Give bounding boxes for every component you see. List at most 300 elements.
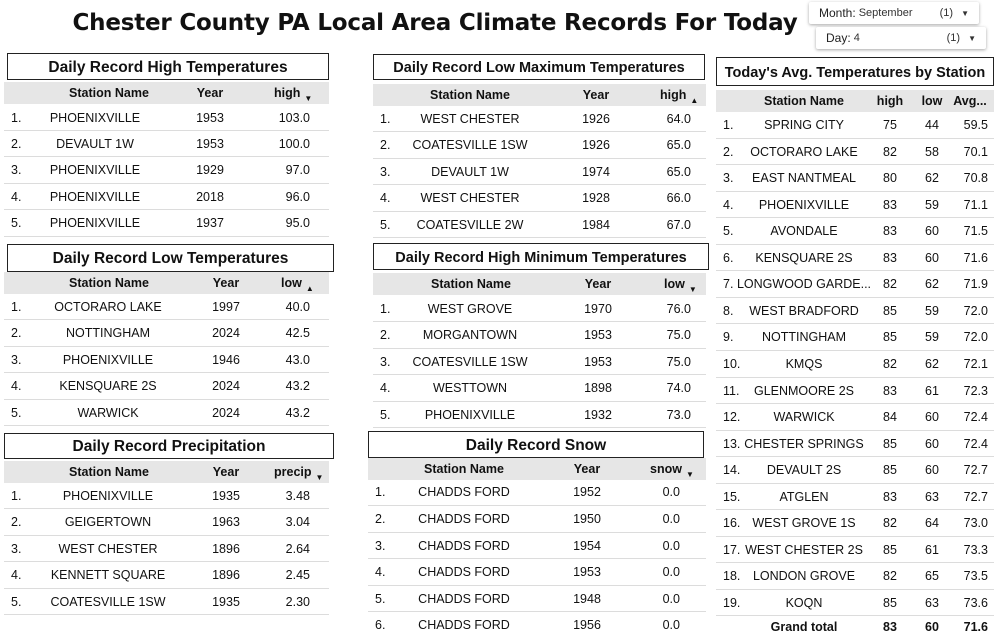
low: 61 (925, 542, 939, 557)
year: 1932 (584, 408, 612, 422)
row-index: 17. (723, 542, 741, 557)
station-name: ATGLEN (779, 489, 829, 504)
low: 58 (925, 144, 939, 159)
page-title: Chester County PA Local Area Climate Records For Today (72, 10, 798, 36)
record-high-table (4, 53, 329, 239)
avg-temps-table (716, 57, 994, 637)
station-name: WEST GROVE 1S (752, 516, 856, 531)
row-index: 6. (723, 250, 734, 265)
col-high[interactable] (274, 86, 313, 103)
low: 63 (925, 595, 939, 610)
table-row (716, 351, 994, 378)
high: 85 (883, 303, 897, 318)
low: 60 (925, 436, 939, 451)
day-filter[interactable] (816, 27, 986, 49)
value: 95.0 (285, 216, 310, 230)
avg: 59.5 (963, 118, 988, 132)
year: 1970 (584, 302, 612, 316)
low: 60 (925, 410, 939, 425)
grand-total-label: Grand total (770, 620, 838, 634)
station-name: WESTTOWN (432, 381, 508, 395)
table-row (716, 165, 994, 192)
station-name: CHADDS FORD (418, 592, 510, 606)
col-station-name[interactable]: Station Name (431, 277, 511, 291)
col-precip-label: precip (274, 465, 312, 479)
station-name: CHADDS FORD (418, 512, 510, 526)
station-name: OCTORARO LAKE (54, 300, 162, 314)
col-station-name[interactable]: Station Name (424, 462, 504, 476)
col-year[interactable]: Year (212, 465, 240, 479)
table-row (4, 210, 329, 237)
col-low[interactable] (664, 277, 697, 294)
year: 1898 (584, 381, 612, 395)
col-station-name[interactable]: Station Name (764, 94, 844, 108)
station-name: EAST NANTMEAL (752, 171, 856, 186)
record-low-header (4, 272, 329, 294)
month-filter[interactable] (809, 2, 979, 24)
record-low-title: Daily Record Low Temperatures (7, 244, 334, 272)
record-snow-table (368, 431, 706, 637)
station-name: LONDON GROVE (752, 569, 856, 584)
table-row (716, 431, 994, 458)
high: 85 (883, 595, 897, 610)
station-name: COATESVILLE 1SW (412, 138, 528, 152)
high: 83 (883, 383, 897, 398)
year: 1926 (582, 138, 610, 152)
row-index: 1. (375, 485, 386, 499)
row-index: 2. (723, 144, 734, 159)
table-row (716, 298, 994, 325)
table-row (368, 586, 706, 612)
avg: 72.3 (963, 383, 988, 398)
value: 73.0 (666, 408, 691, 422)
table-row (368, 533, 706, 559)
value: 65.0 (666, 165, 691, 179)
value: 3.48 (285, 489, 310, 503)
table-row (4, 294, 329, 320)
col-snow-label: snow (650, 462, 682, 476)
station-name: PHOENIXVILLE (424, 408, 516, 422)
row-index: 4. (11, 568, 22, 582)
table-row (373, 349, 706, 375)
table-row (716, 484, 994, 511)
value: 103.0 (278, 111, 310, 125)
year: 1954 (573, 539, 601, 553)
avg: 72.4 (963, 410, 988, 425)
low: 62 (925, 277, 939, 292)
year: 1974 (582, 165, 610, 179)
record-high-min-header (373, 273, 706, 295)
station-name: PHOENIXVILLE (49, 216, 141, 230)
table-row (716, 590, 994, 617)
row-index: 4. (380, 191, 391, 205)
station-name: WEST BRADFORD (749, 303, 859, 318)
year: 1953 (584, 355, 612, 369)
station-name: CHADDS FORD (418, 565, 510, 579)
low: 60 (925, 463, 939, 478)
col-low[interactable] (281, 276, 314, 293)
row-index: 1. (11, 489, 22, 503)
col-station-name[interactable]: Station Name (430, 88, 510, 102)
year: 1935 (212, 595, 240, 609)
record-low-max-header (373, 84, 706, 106)
month-filter-chevron-down-icon[interactable]: ▼ (961, 8, 969, 18)
avg: 72.0 (963, 303, 988, 318)
sort-up-icon: ▲ (305, 284, 314, 293)
low: 44 (925, 118, 939, 132)
row-index: 6. (375, 618, 386, 632)
high: 84 (883, 410, 897, 425)
row-index: 1. (380, 302, 391, 316)
table-row (4, 347, 329, 373)
year: 1929 (196, 163, 224, 177)
high: 82 (883, 277, 897, 292)
record-precip-title: Daily Record Precipitation (4, 433, 334, 459)
value: 2.45 (285, 568, 310, 582)
table-row (716, 139, 994, 166)
year: 1896 (212, 568, 240, 582)
row-index: 14. (723, 463, 741, 478)
row-index: 12. (723, 410, 741, 425)
record-low-max-table (373, 54, 706, 240)
value: 0.0 (662, 592, 680, 606)
row-index: 18. (723, 569, 741, 584)
high: 82 (883, 357, 897, 371)
sort-up-icon: ▲ (690, 96, 699, 105)
col-year[interactable]: Year (196, 86, 224, 100)
year: 1946 (212, 353, 240, 367)
station-name: WEST CHESTER (58, 542, 158, 556)
value: 0.0 (662, 512, 680, 526)
value: 64.0 (666, 112, 691, 126)
avg: 71.9 (963, 277, 988, 292)
col-snow[interactable] (650, 462, 694, 479)
row-index: 4. (11, 190, 22, 204)
row-index: 2. (380, 138, 391, 152)
value: 97.0 (285, 163, 310, 177)
table-row (4, 589, 329, 615)
low: 62 (925, 357, 939, 371)
grand-total-high: 83 (883, 620, 897, 634)
table-row (373, 375, 706, 402)
row-index: 4. (11, 379, 22, 393)
record-precip-header (4, 461, 329, 483)
station-name: KMQS (785, 357, 823, 371)
col-year[interactable]: Year (582, 88, 610, 102)
avg: 72.7 (963, 489, 988, 504)
high: 83 (883, 489, 897, 504)
col-high[interactable]: high (876, 94, 904, 108)
table-row (368, 612, 706, 637)
grand-total-avg: 71.6 (963, 620, 988, 634)
value: 75.0 (666, 328, 691, 342)
table-row (716, 378, 994, 405)
station-name: COATESVILLE 2W (416, 218, 524, 232)
station-name: LONGWOOD GARDE... (736, 277, 872, 292)
table-row (4, 509, 329, 536)
col-year[interactable]: Year (212, 276, 240, 290)
value: 66.0 (666, 191, 691, 205)
row-index: 3. (11, 542, 22, 556)
table-row (4, 157, 329, 184)
avg: 72.1 (963, 357, 988, 371)
row-index: 5. (11, 216, 22, 230)
table-row (4, 562, 329, 589)
month-filter-count: (1) (939, 7, 954, 19)
table-row (373, 322, 706, 349)
station-name: WEST CHESTER (420, 191, 520, 205)
avg: 71.1 (963, 197, 988, 212)
row-index: 16. (723, 516, 741, 531)
avg: 70.8 (963, 171, 988, 186)
year: 2024 (212, 326, 240, 340)
value: 0.0 (662, 565, 680, 579)
avg: 73.6 (963, 595, 988, 610)
station-name: CHADDS FORD (418, 539, 510, 553)
row-index: 9. (723, 330, 734, 345)
row-index: 1. (11, 111, 22, 125)
row-index: 3. (723, 171, 734, 186)
day-filter-chevron-down-icon[interactable]: ▼ (968, 33, 976, 43)
station-name: PHOENIXVILLE (758, 197, 850, 212)
station-name: COATESVILLE 1SW (50, 595, 166, 609)
high: 85 (883, 542, 897, 557)
row-index: 2. (11, 515, 22, 529)
col-high-label: high (660, 88, 687, 102)
col-low-label: low (281, 276, 302, 290)
year: 2024 (212, 406, 240, 420)
year: 1928 (582, 191, 610, 205)
row-index: 19. (723, 595, 741, 610)
table-row (716, 457, 994, 484)
row-index: 2. (11, 137, 22, 151)
row-index: 1. (723, 118, 734, 132)
station-name: CHESTER SPRINGS (744, 436, 864, 451)
row-index: 4. (375, 565, 386, 579)
value: 0.0 (662, 485, 680, 499)
table-row (4, 104, 329, 131)
record-high-title: Daily Record High Temperatures (7, 53, 329, 80)
station-name: DEVAULT 1W (56, 137, 134, 151)
row-index: 8. (723, 303, 734, 318)
value: 0.0 (662, 539, 680, 553)
table-row (368, 559, 706, 586)
station-name: PHOENIXVILLE (62, 353, 154, 367)
year: 2024 (212, 379, 240, 393)
col-precip[interactable] (274, 465, 324, 482)
row-index: 7. (723, 277, 734, 292)
low: 59 (925, 303, 939, 318)
value: 65.0 (666, 138, 691, 152)
station-name: OCTORARO LAKE (750, 144, 858, 159)
row-index: 3. (380, 165, 391, 179)
low: 65 (925, 569, 939, 584)
col-low[interactable]: low (921, 94, 943, 108)
high: 82 (883, 144, 897, 159)
table-row (716, 112, 994, 139)
table-row (4, 483, 329, 509)
station-name: NOTTINGHAM (65, 326, 151, 340)
station-name: GLENMOORE 2S (753, 383, 855, 398)
avg: 72.0 (963, 330, 988, 345)
table-row (716, 218, 994, 245)
year: 1896 (212, 542, 240, 556)
year: 1926 (582, 112, 610, 126)
high: 85 (883, 463, 897, 478)
station-name: COATESVILLE 1SW (412, 355, 528, 369)
station-name: DEVAULT 2S (766, 463, 842, 478)
value: 100.0 (278, 137, 310, 151)
month-filter-label: Month: (819, 6, 856, 20)
table-row (716, 537, 994, 564)
row-index: 2. (380, 328, 391, 342)
avg: 73.5 (963, 569, 988, 584)
station-name: WARWICK (77, 406, 139, 420)
avg: 71.5 (963, 224, 988, 239)
station-name: WEST CHESTER 2S (745, 542, 863, 557)
station-name: PHOENIXVILLE (49, 111, 141, 125)
col-avg[interactable]: Avg... (953, 94, 987, 108)
high: 83 (883, 250, 897, 265)
value: 43.2 (285, 379, 310, 393)
low: 62 (925, 171, 939, 186)
value: 42.5 (285, 326, 310, 340)
station-name: SPRING CITY (764, 118, 844, 132)
station-name: KOQN (785, 595, 823, 610)
year: 1953 (573, 565, 601, 579)
table-row (373, 402, 706, 428)
station-name: WARWICK (773, 410, 835, 425)
year: 2018 (196, 190, 224, 204)
high: 85 (883, 330, 897, 345)
sort-down-icon: ▼ (688, 285, 697, 294)
value: 67.0 (666, 218, 691, 232)
low: 60 (925, 224, 939, 239)
station-name: MORGANTOWN (422, 328, 518, 342)
low: 63 (925, 489, 939, 504)
value: 43.2 (285, 406, 310, 420)
station-name: AVONDALE (770, 224, 838, 239)
value: 2.64 (285, 542, 310, 556)
month-filter-value: September (858, 7, 913, 19)
record-low-max-title: Daily Record Low Maximum Temperatures (373, 54, 705, 80)
station-name: KENSQUARE 2S (59, 379, 157, 393)
station-name: WEST GROVE (427, 302, 513, 316)
col-station-name[interactable]: Station Name (69, 276, 149, 290)
day-filter-count: (1) (946, 32, 961, 44)
year: 1935 (212, 489, 240, 503)
station-name: PHOENIXVILLE (49, 163, 141, 177)
value: 76.0 (666, 302, 691, 316)
grand-total-low: 60 (925, 620, 939, 634)
value: 75.0 (666, 355, 691, 369)
year: 1937 (196, 216, 224, 230)
value: 3.04 (285, 515, 310, 529)
high: 82 (883, 516, 897, 531)
station-name: KENSQUARE 2S (755, 250, 853, 265)
col-year[interactable]: Year (573, 462, 601, 476)
station-name: PHOENIXVILLE (49, 190, 141, 204)
row-index: 2. (375, 512, 386, 526)
year: 1953 (196, 111, 224, 125)
station-name: PHOENIXVILLE (62, 489, 154, 503)
year: 1953 (584, 328, 612, 342)
record-low-table (4, 244, 329, 428)
row-index: 3. (11, 353, 22, 367)
year: 1948 (573, 592, 601, 606)
table-row (4, 536, 329, 562)
low: 59 (925, 330, 939, 345)
table-row (373, 106, 706, 132)
table-row (716, 245, 994, 272)
table-row (716, 563, 994, 590)
table-row (373, 212, 706, 238)
sort-down-icon: ▼ (315, 473, 324, 482)
table-row (716, 271, 994, 298)
table-row (716, 404, 994, 431)
value: 96.0 (285, 190, 310, 204)
table-row (373, 132, 706, 159)
table-row (368, 506, 706, 533)
row-index: 5. (375, 592, 386, 606)
avg: 72.4 (963, 436, 988, 451)
row-index: 2. (11, 326, 22, 340)
record-high-min-title: Daily Record High Minimum Temperatures (373, 243, 709, 270)
col-high[interactable] (660, 88, 699, 105)
high: 85 (883, 436, 897, 451)
value: 40.0 (285, 300, 310, 314)
row-index: 5. (380, 408, 391, 422)
avg: 70.1 (963, 144, 988, 159)
record-high-header (4, 82, 329, 104)
table-row (373, 185, 706, 212)
station-name: DEVAULT 1W (431, 165, 509, 179)
row-index: 4. (380, 381, 391, 395)
year: 1984 (582, 218, 610, 232)
high: 83 (883, 224, 897, 239)
row-index: 5. (723, 224, 734, 239)
year: 1963 (212, 515, 240, 529)
sort-down-icon: ▼ (304, 94, 313, 103)
avg: 73.3 (963, 542, 988, 557)
day-filter-value: 4 (853, 32, 860, 44)
table-row (4, 320, 329, 347)
year: 1950 (573, 512, 601, 526)
col-year[interactable]: Year (584, 277, 612, 291)
low: 61 (925, 383, 939, 398)
table-row (373, 296, 706, 322)
row-index: 3. (380, 355, 391, 369)
row-index: 5. (380, 218, 391, 232)
table-row (716, 192, 994, 219)
station-name: CHADDS FORD (418, 618, 510, 632)
col-station-name[interactable]: Station Name (69, 465, 149, 479)
row-index: 10. (723, 357, 741, 371)
row-index: 3. (375, 539, 386, 553)
row-index: 5. (11, 595, 22, 609)
station-name: NOTTINGHAM (761, 330, 847, 345)
station-name: WEST CHESTER (420, 112, 520, 126)
col-station-name[interactable]: Station Name (69, 86, 149, 100)
col-high-label: high (274, 86, 301, 100)
row-index: 11. (723, 383, 740, 398)
table-row (368, 480, 706, 506)
low: 60 (925, 250, 939, 265)
year: 1997 (212, 300, 240, 314)
year: 1956 (573, 618, 601, 632)
station-name: CHADDS FORD (418, 485, 510, 499)
day-filter-label: Day: (826, 31, 851, 45)
